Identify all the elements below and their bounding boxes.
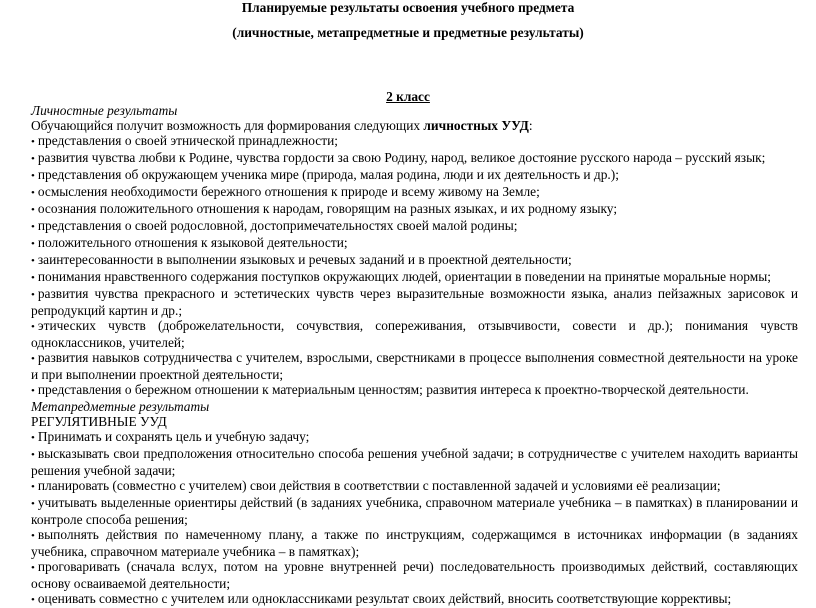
grade-heading: 2 класс	[386, 89, 430, 104]
list-item: • развития чувства любви к Родине, чувства гордости за свою Родину, народ, великое достояние русского народа – русский язык;	[31, 150, 798, 167]
list-item: • Принимать и сохранять цель и учебную задачу;	[31, 429, 798, 446]
list-item: • заинтересованности в выполнении языковых и речевых заданий и в проектной деятельности;	[31, 252, 798, 269]
section-heading-personal: Личностные результаты	[31, 103, 178, 118]
list-item: • планировать (совместно с учителем) свои действия в соответствии с поставленной задачей и условиями её реализации;	[31, 478, 798, 495]
list-item: • учитывать выделенные ориентиры действий (в заданиях учебника, справочном материале учебника – в памятках) в планировании и контроле способа решения;	[31, 495, 798, 527]
list-item: • развития навыков сотрудничества с учителем, взрослыми, сверстниками в процессе выполнения совместной деятельности на уроке и при выполнении проектной деятельности;	[31, 350, 798, 382]
list-item: • положительного отношения к языковой деятельности;	[31, 235, 798, 252]
intro-bold: личностных УУД	[423, 118, 529, 133]
list-item: • развития чувства прекрасного и эстетических чувств через выразительные возможности языка, анализ пейзажных зарисовок и репродукций картин и др.;	[31, 286, 798, 318]
list-item: • представления о бережном отношении к материальным ценностям; развития интереса к проектно-творческой деятельности.	[31, 382, 798, 399]
list-item: • высказывать свои предположения относительно способа решения учебной задачи; в сотрудничестве с учителем находить варианты решения учебной задачи;	[31, 446, 798, 478]
document-body	[31, 103, 798, 608]
section-heading-meta: Метапредметные результаты	[31, 399, 210, 414]
list-item: • оценивать совместно с учителем или одноклассниками результат своих действий, вносить соответствующие коррективы;	[31, 591, 798, 608]
list-item: • осмысления необходимости бережного отношения к природе и всему живому на Земле;	[31, 184, 798, 201]
list-item: • понимания нравственного содержания поступков окружающих людей, ориентации в поведении на принятые моральные нормы;	[31, 269, 798, 286]
intro-suffix: :	[528, 118, 533, 133]
section-heading-regulative: РЕГУЛЯТИВНЫЕ УУД	[31, 414, 167, 429]
list-item: • представления о своей этнической принадлежности;	[31, 133, 798, 150]
intro-paragraph	[31, 118, 798, 133]
document-subtitle: (личностные, метапредметные и предметные результаты)	[232, 25, 584, 40]
list-item: • выполнять действия по намеченному плану, а также по инструкциям, содержащимся в источниках информации (в заданиях учебника, справочном материале учебника – в памятках);	[31, 527, 798, 559]
list-item: • осознания положительного отношения к народам, говорящим на разных языках, и их родному языку;	[31, 201, 798, 218]
list-item: • представления об окружающем ученика мире (природа, малая родина, люди и их деятельность и др.);	[31, 167, 798, 184]
list-item: • этических чувств (доброжелательности, сочувствия, сопереживания, отзывчивости, совести и др.); понимания чувств одноклассников, учителей;	[31, 318, 798, 350]
document-title: Планируемые результаты освоения учебного предмета	[241, 0, 575, 15]
list-item: • проговаривать (сначала вслух, потом на уровне внутренней речи) последовательность производимых действий, составляющих основу осваиваемой деятельности;	[31, 559, 798, 591]
list-item: • представления о своей родословной, достопримечательностях своей малой родины;	[31, 218, 798, 235]
intro-prefix: Обучающийся получит возможность для формирования следующих	[31, 118, 424, 133]
